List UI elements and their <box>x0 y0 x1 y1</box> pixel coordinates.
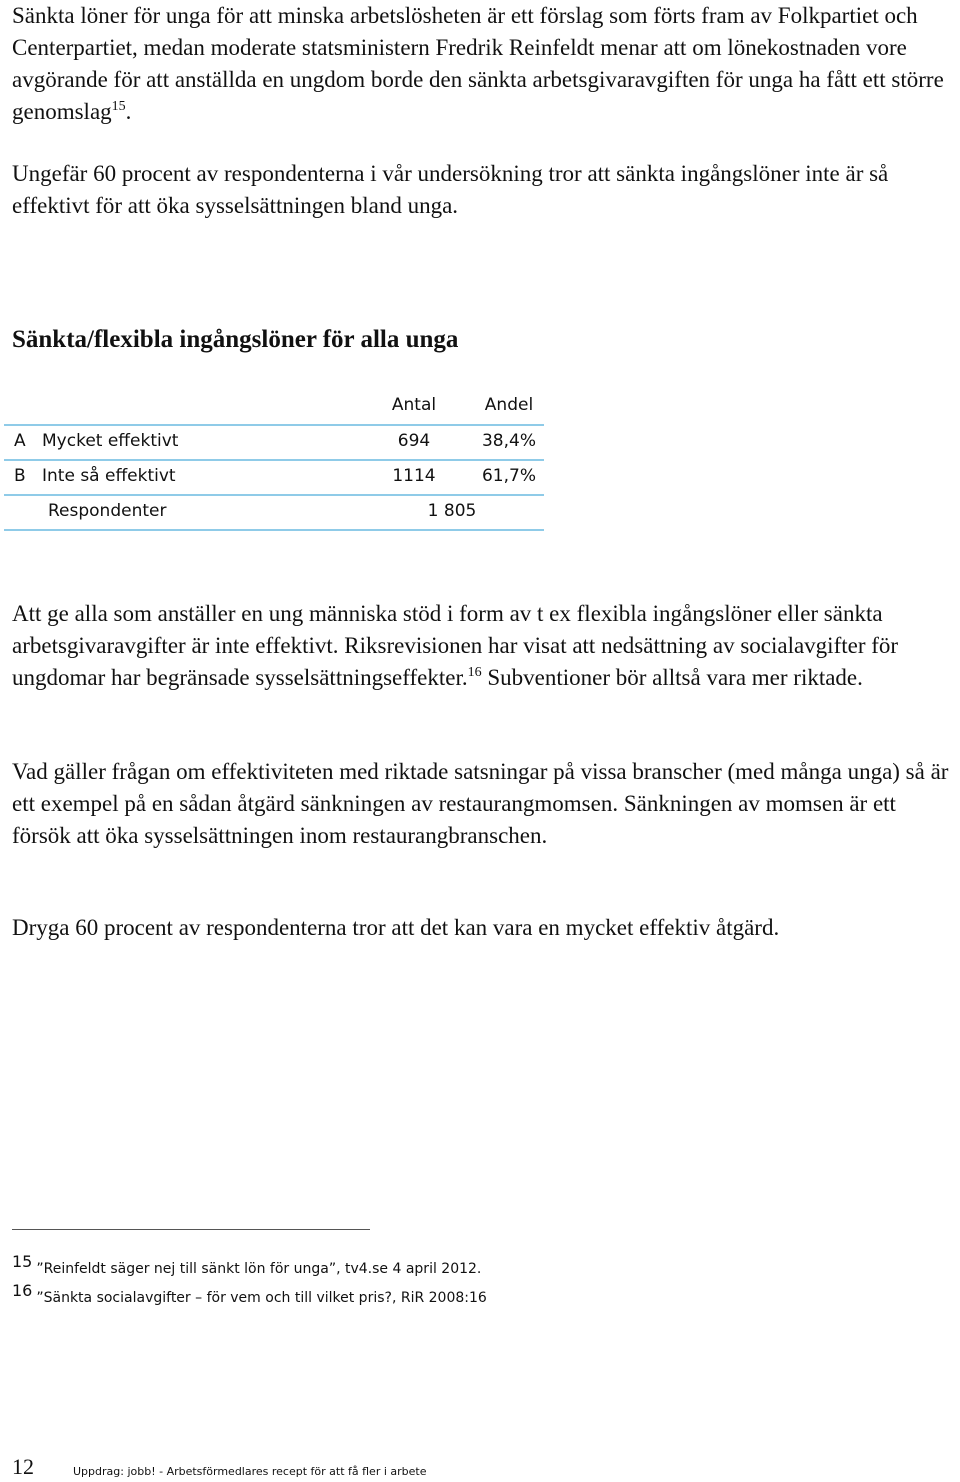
footnote-separator <box>12 1229 370 1230</box>
paragraph-effective-measure: Dryga 60 procent av respondenterna tror att det kan vara en mycket effektiv åtgärd. <box>12 915 780 940</box>
row-label: Inte så effektivt <box>42 466 176 486</box>
row-andel: 38,4% <box>481 431 536 451</box>
survey-table <box>4 388 544 530</box>
footnote-text: ”Sänkta socialavgifter – för vem och till vilket pris?, RiR 2008:16 <box>36 1290 487 1306</box>
footnote-ref-15[interactable]: 15 <box>111 99 126 114</box>
table-header-row <box>4 388 544 423</box>
row-andel: 61,7% <box>481 466 536 486</box>
footnote-text: ”Reinfeldt säger nej till sänkt lön för unga”, tv4.se 4 april 2012. <box>36 1261 482 1277</box>
row-letter: B <box>14 466 26 486</box>
footnote-ref-16[interactable]: 16 <box>467 665 482 680</box>
running-footer-title: Uppdrag: jobb! - Arbetsförmedlares recept för att få fler i arbete <box>73 1465 427 1478</box>
total-label: Respondenter <box>48 501 167 521</box>
paragraph-youth-wages: Sänkta löner för unga för att minska arbetslösheten är ett förslag som förts fram av Folkpartiet och Centerpartiet, medan moderate statsministern Fredrik Reinfeldt menar att om lönekostnaden vore avgörande för att anställda en ungdom borde den sänkta arbetsgivaravgiften för unga ha fått ett större genomslag$^{15}$. <box>12 3 944 124</box>
row-antal: 1114 <box>392 466 436 486</box>
paragraph-subsidies: Att ge alla som anställer en ung människa stöd i form av t ex flexibla ingångslöner eller sänkta arbetsgivaravgifter är inte effektivt. Riksrevisionen har visat att nedsättning av socialavgifter för ungdomar har begränsade sysselsättningseffekter.$^{16}$ Subventioner bör alltså vara mer riktade. <box>12 601 899 690</box>
column-header-antal: Antal <box>391 395 437 415</box>
paragraph-survey-result: Ungefär 60 procent av respondenterna i vår undersökning tror att sänkta ingångslöner inte är så effektivt för att öka sysselsättningen bland unga. <box>12 161 889 218</box>
page-number: 12 <box>12 1454 34 1479</box>
total-antal: 1 805 <box>427 501 477 521</box>
footnote-16 <box>12 1281 487 1306</box>
column-header-andel: Andel <box>484 395 534 415</box>
row-antal: 694 <box>397 431 431 451</box>
footnote-number: 15 <box>12 1252 33 1271</box>
table-row <box>4 459 544 494</box>
row-label: Mycket effektivt <box>42 431 179 451</box>
table-row <box>4 424 544 459</box>
table-title: Sänkta/flexibla ingångslöner för alla unga <box>12 326 459 353</box>
row-letter: A <box>14 431 26 451</box>
footnote-15 <box>12 1252 481 1277</box>
table-divider <box>4 529 544 531</box>
paragraph-restaurant-vat: Vad gäller frågan om effektiviteten med riktade satsningar på vissa branscher (med många unga) så är ett exempel på en sådan åtgärd sänkningen av restaurangmomsen. Sänkningen av momsen är ett försök att öka sysselsättningen inom restaurangbranschen. <box>12 759 949 848</box>
footnote-number: 16 <box>12 1281 33 1300</box>
table-total-row <box>4 494 544 529</box>
